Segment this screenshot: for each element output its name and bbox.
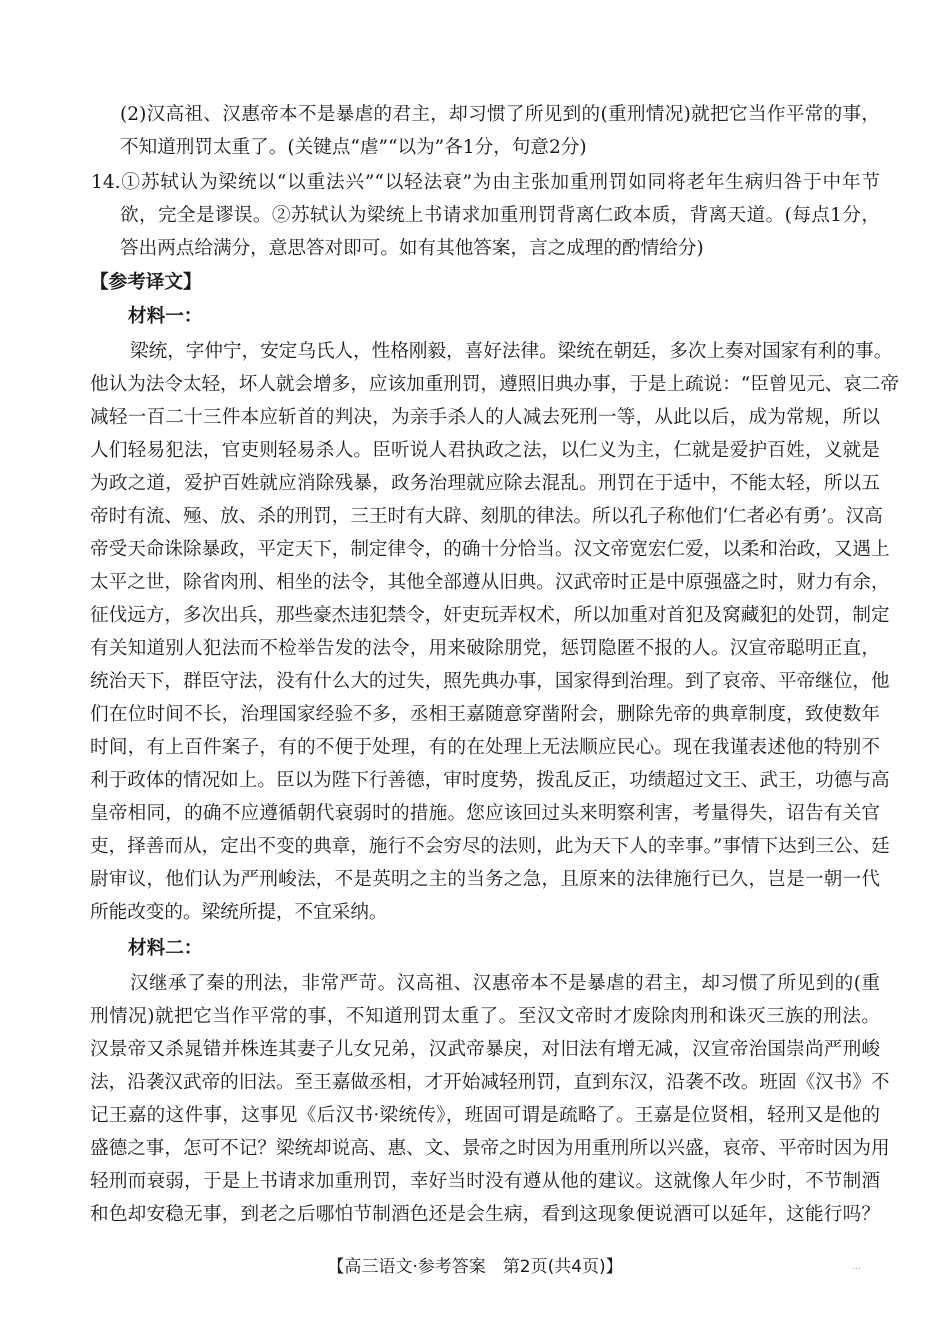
material1-line-11: 统治天下，群臣守法，没有什么大的过失，照先典办事，国家得到治理。到了哀帝、平帝继位，他 <box>90 671 890 692</box>
material2-line-1: 汉继承了秦的刑法，非常严苛。汉高祖、汉惠帝本不是暴虐的君主，却习惯了所见到的(重 <box>130 973 880 994</box>
material1-line-16: 吏，择善而从，定出不变的典章，施行不会穷尽的法则，此为天下人的幸事。”事情下达到三公、廷 <box>90 836 890 857</box>
material1-line-6: 帝时有流、殛、放、杀的刑罚，三王时有大辟、刻肌的律法。所以孔子称他们‘仁者必有勇’。汉高 <box>90 506 883 527</box>
material1-line-4: 人们轻易犯法，官吏则轻易杀人。臣听说人君执政之法，以仁义为主，仁就是爱护百姓，义就是 <box>90 440 880 461</box>
q13-2-line-2: 不知道刑罚太重了。(关键点“虐”“以为”各1分，句意2分) <box>120 137 587 158</box>
material1-line-3: 减轻一百二十三件本应斩首的判决，为亲手杀人的人减去死刑一等，从此以后，成为常规，所以 <box>90 407 880 428</box>
q13-2-line-1: (2)汉高祖、汉惠帝本不是暴虐的君主，却习惯了所见到的(重刑情况)就把它当作平常的事， <box>120 104 880 125</box>
q14-line-3: 答出两点给满分，意思答对即可。如有其他答案，言之成理的酌情给分) <box>120 238 704 259</box>
material2-line-5: 记王嘉的这件事，这事见《后汉书·梁统传》，班固可谓是疏略了。王嘉是位贤相，轻刑又是他的 <box>90 1105 880 1126</box>
material1-heading: 材料一： <box>128 306 203 327</box>
material1-line-10: 有关知道别人犯法而不检举告发的法令，用来破除朋党，惩罚隐匿不报的人。汉宣帝聪明正直， <box>90 638 880 659</box>
material1-line-9: 征伐远方，多次出兵，那些豪杰违犯禁令，奸吏玩弄权术，所以加重对首犯及窝藏犯的处罚，制定 <box>90 605 890 626</box>
material1-line-8: 太平之世，除省肉刑、相坐的法令，其他全部遵从旧典。汉武帝时正是中原强盛之时，财力有余， <box>90 572 890 593</box>
corner-mark: ... <box>852 1262 861 1272</box>
material2-heading: 材料二： <box>128 938 203 959</box>
material2-line-6: 盛德之事，怎可不记？梁统却说高、惠、文、景帝之时因为用重刑所以兴盛，哀帝、平帝时因为用 <box>90 1138 890 1159</box>
material1-line-14: 利于政体的情况如上。臣以为陛下行善德，审时度势，拨乱反正，功绩超过文王、武王，功德与高 <box>90 770 890 791</box>
material1-line-1: 梁统，字仲宁，安定乌氏人，性格刚毅，喜好法律。梁统在朝廷，多次上奏对国家有利的事。 <box>130 341 893 362</box>
page-footer: 【高三语文·参考答案 第2页(共4页)】 <box>327 1257 623 1277</box>
material1-line-18: 所能改变的。梁统所提，不宜采纳。 <box>90 902 388 923</box>
material2-line-2: 刑情况)就把它当作平常的事，不知道刑罚太重了。至汉文帝时才废除肉刑和诛灭三族的刑法。 <box>90 1006 880 1027</box>
material1-line-12: 们在位时间不长，治理国家经验不多，丞相王嘉随意穿凿附会，删除先帝的典章制度，致使数年 <box>90 704 880 725</box>
material1-line-15: 皇帝相同，的确不应遵循朝代衰弱时的措施。您应该回过头来明察利害，考量得失，诏告有关官 <box>90 803 880 824</box>
q14-line-1: 14.①苏轼认为梁统以“以重法兴”“以轻法衰”为由主张加重刑罚如同将老年生病归咎于中年节 <box>91 172 880 193</box>
material1-line-2: 他认为法令太轻，坏人就会增多，应该加重刑罚，遵照旧典办事，于是上疏说：“臣曾见元、哀二帝 <box>90 374 900 395</box>
material2-line-4: 法，沿袭汉武帝的旧法。至王嘉做丞相，才开始减轻刑罚，直到东汉，沿袭不改。班固《汉书》不 <box>90 1072 890 1093</box>
material1-line-7: 帝受天命诛除暴政，平定天下，制定律令，的确十分恰当。汉文帝宽宏仁爱，以柔和治政，又遇上 <box>90 539 890 560</box>
material2-line-7: 轻刑而衰弱，于是上书请求加重刑罚，幸好当时没有遵从他的建议。这就像人年少时，不节制酒 <box>90 1171 880 1192</box>
material1-line-17: 尉审议，他们认为严刑峻法，不是英明之主的当务之急，且原来的法律施行已久，岂是一朝一代 <box>90 869 880 890</box>
section-heading: 【参考译文】 <box>90 272 202 293</box>
q14-line-2: 欲，完全是谬误。②苏轼认为梁统上书请求加重刑罚背离仁政本质，背离天道。(每点1分， <box>120 205 880 226</box>
material1-line-13: 时间，有上百件案子，有的不便于处理，有的在处理上无法顺应民心。现在我谨表述他的特别不 <box>90 737 880 758</box>
material2-line-3: 汉景帝又杀晁错并株连其妻子儿女兄弟，汉武帝暴戾，对旧法有增无减，汉宣帝治国崇尚严刑峻 <box>90 1039 880 1060</box>
material1-line-5: 为政之道，爱护百姓就应消除残暴，政务治理就应除去混乱。刑罚在于适中，不能太轻，所以五 <box>90 473 880 494</box>
material2-line-8: 和色却安稳无事，到老之后哪怕节制酒色还是会生病，看到这现象便说酒可以延年，这能行吗？ <box>90 1204 880 1225</box>
